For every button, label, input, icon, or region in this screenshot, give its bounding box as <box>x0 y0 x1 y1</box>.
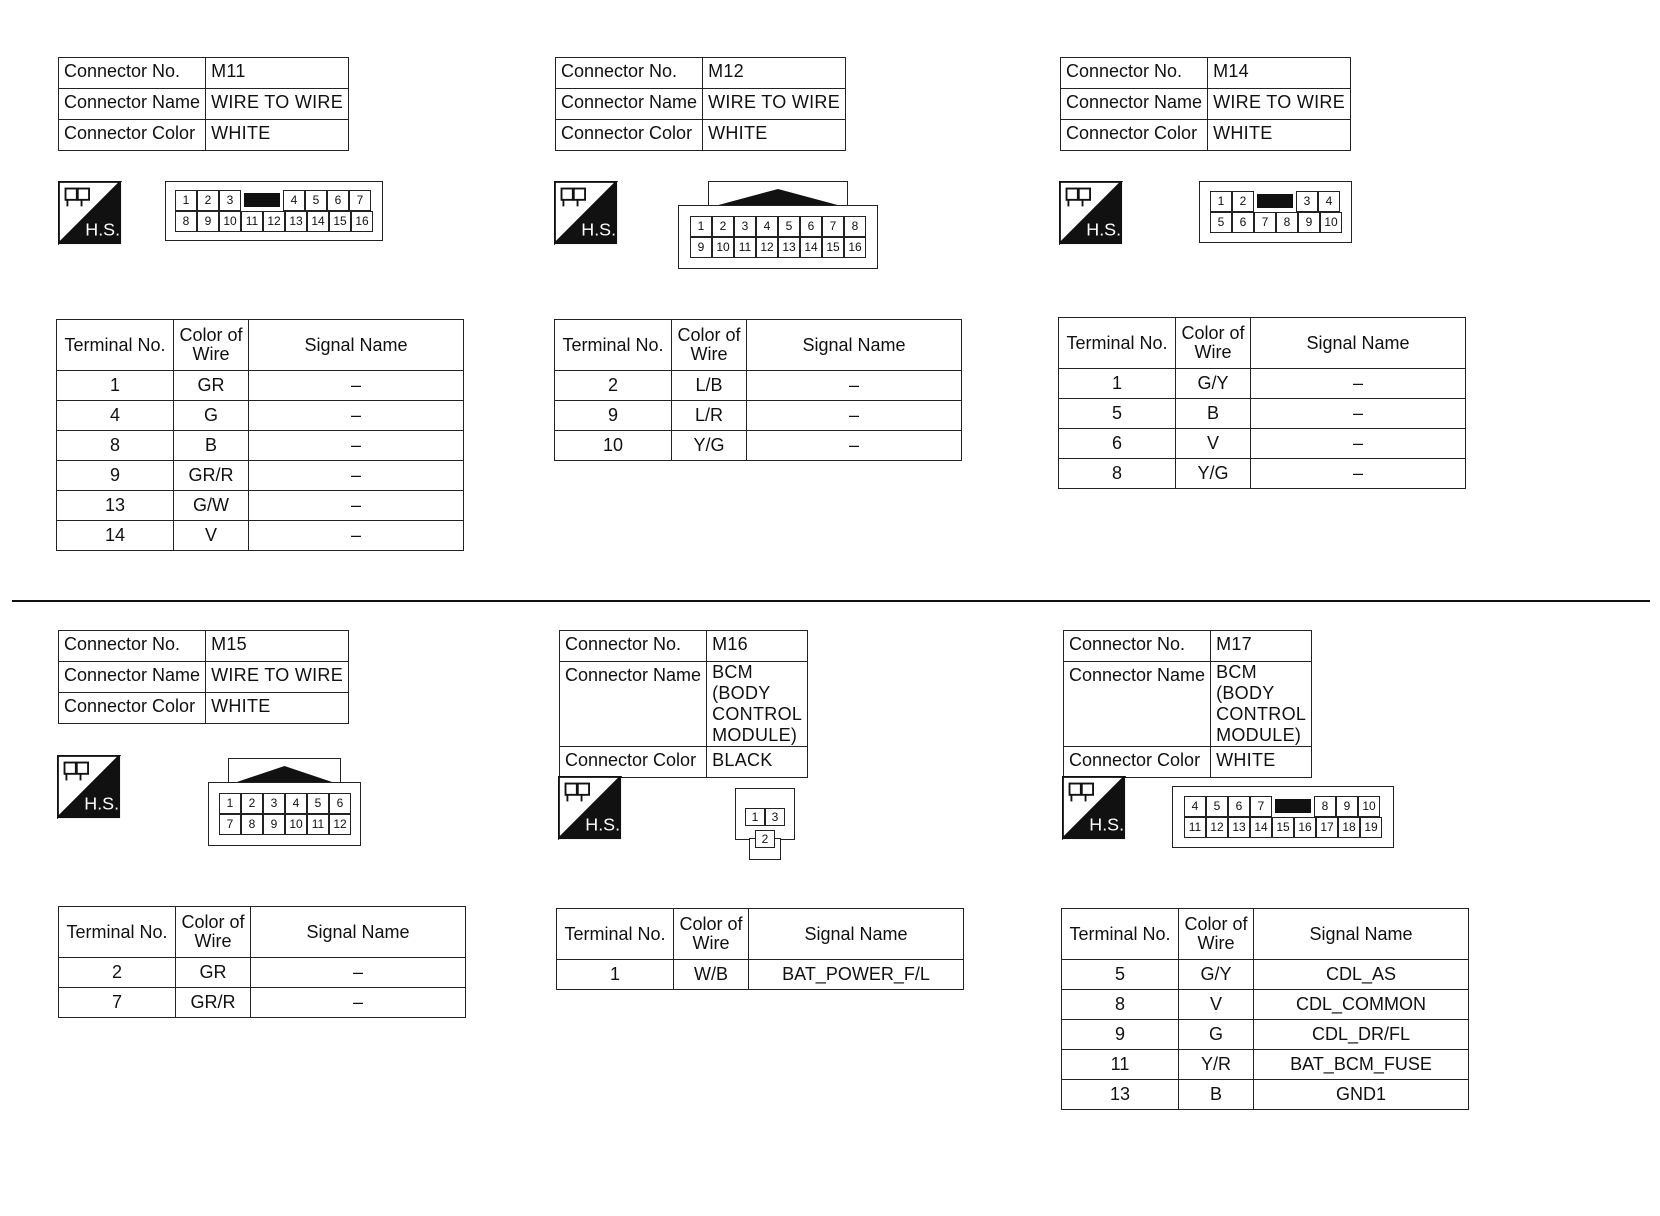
hs-label: H.S. <box>585 814 621 835</box>
wire-color-cell: Y/G <box>672 431 747 461</box>
connector-name-value: WIRE TO WIRE <box>703 89 846 120</box>
signal-name-cell: CDL_DR/FL <box>1254 1020 1469 1050</box>
connector-face-diagram <box>1199 181 1352 243</box>
pin-cell: 6 <box>1232 212 1254 233</box>
signal-name-cell: – <box>251 988 466 1018</box>
table-row <box>1059 369 1466 399</box>
wire-color-header <box>1179 909 1254 960</box>
wire-color-cell: L/B <box>672 371 747 401</box>
table-row <box>57 521 464 551</box>
pin-cell: 8 <box>241 814 263 835</box>
pin-cell: 9 <box>1336 796 1358 817</box>
terminal-header-row <box>555 320 962 371</box>
pin-cell: 7 <box>1254 212 1276 233</box>
terminal-no-header: Terminal No. <box>59 907 176 958</box>
pin-cell: 11 <box>734 237 756 258</box>
wire-color-cell: Y/G <box>1176 459 1251 489</box>
terminal-no-cell: 7 <box>59 988 176 1018</box>
signal-name-header: Signal Name <box>249 320 464 371</box>
pin-cell: 9 <box>197 211 219 232</box>
table-row <box>57 461 464 491</box>
connector-no-label: Connector No. <box>560 631 707 662</box>
pin-cell: 6 <box>329 793 351 814</box>
pin-cell: 10 <box>1320 212 1342 233</box>
pin-cell: 6 <box>327 190 349 211</box>
signal-name-cell: – <box>249 401 464 431</box>
pin-cell: 1 <box>1210 191 1232 212</box>
table-row <box>57 431 464 461</box>
wire-color-cell: V <box>174 521 249 551</box>
terminal-no-cell: 8 <box>1062 990 1179 1020</box>
terminal-no-cell: 8 <box>57 431 174 461</box>
connector-no-value: M15 <box>206 631 349 662</box>
connector-color-row <box>560 747 808 778</box>
signal-name-cell: BAT_BCM_FUSE <box>1254 1050 1469 1080</box>
wire-color-header-line1: Color of <box>181 912 245 932</box>
signal-name-cell: – <box>249 491 464 521</box>
table-row <box>1062 1080 1469 1110</box>
pin-cell: 8 <box>1276 212 1298 233</box>
terminal-no-cell: 1 <box>557 960 674 990</box>
pin-cell: 13 <box>778 237 800 258</box>
connector-info-table <box>58 57 349 151</box>
connector-name-label: Connector Name <box>1061 89 1208 120</box>
pin-cell: 19 <box>1360 817 1382 838</box>
connector-no-label: Connector No. <box>556 58 703 89</box>
pin-cell: 6 <box>800 216 822 237</box>
connector-no-label: Connector No. <box>1064 631 1211 662</box>
pin-cell: 12 <box>329 814 351 835</box>
connector-name-value: BCM (BODY CONTROL MODULE) <box>1211 662 1311 747</box>
terminal-header-row <box>57 320 464 371</box>
connector-name-value: WIRE TO WIRE <box>206 662 349 693</box>
connector-color-value: WHITE <box>206 120 349 151</box>
terminal-no-header: Terminal No. <box>555 320 672 371</box>
signal-name-cell: – <box>1251 459 1466 489</box>
terminal-header-row <box>1062 909 1469 960</box>
pin-cell: 1 <box>690 216 712 237</box>
connector-no-value: M12 <box>703 58 846 89</box>
terminal-no-cell: 2 <box>59 958 176 988</box>
pin-cell: 6 <box>1228 796 1250 817</box>
connector-info-table <box>58 630 349 724</box>
pin-cell: 4 <box>1318 191 1340 212</box>
pin-cell: 9 <box>1298 212 1320 233</box>
pin-cell: 5 <box>1206 796 1228 817</box>
wire-color-cell: G/Y <box>1179 960 1254 990</box>
terminal-header-row <box>59 907 466 958</box>
signal-name-header: Signal Name <box>747 320 962 371</box>
pin-cell: 9 <box>690 237 712 258</box>
wire-color-cell: G <box>1179 1020 1254 1050</box>
wire-color-cell: G/W <box>174 491 249 521</box>
blank-cavity <box>244 193 280 207</box>
table-row <box>59 988 466 1018</box>
wire-color-header-line1: Color of <box>679 914 743 934</box>
terminal-table <box>58 906 466 1018</box>
connector-no-label: Connector No. <box>59 631 206 662</box>
pin-cell: 5 <box>307 793 329 814</box>
table-row <box>1062 960 1469 990</box>
wire-color-header-line2: Wire <box>1194 342 1232 362</box>
signal-name-header: Signal Name <box>1254 909 1469 960</box>
connector-info-table <box>1060 57 1351 151</box>
wire-color-header-line2: Wire <box>194 931 232 951</box>
pin-cell: 3 <box>1296 191 1318 212</box>
signal-name-cell: – <box>249 371 464 401</box>
connector-color-value: WHITE <box>1208 120 1351 151</box>
pin-cell: 15 <box>822 237 844 258</box>
table-row <box>1062 1050 1469 1080</box>
terminal-no-cell: 5 <box>1062 960 1179 990</box>
table-row <box>1062 990 1469 1020</box>
connector-name-value: BCM (BODY CONTROL MODULE) <box>707 662 807 747</box>
terminal-no-header: Terminal No. <box>57 320 174 371</box>
pin-cell: 3 <box>765 808 785 826</box>
terminal-no-cell: 9 <box>555 401 672 431</box>
connector-no-row <box>1061 58 1351 89</box>
blank-cavity <box>1257 194 1293 208</box>
pin-cell: 4 <box>285 793 307 814</box>
connector-face-diagram <box>735 788 795 860</box>
pin-cell: 14 <box>800 237 822 258</box>
table-row <box>57 371 464 401</box>
connector-name-row <box>556 89 846 120</box>
terminal-no-cell: 1 <box>1059 369 1176 399</box>
table-row <box>57 491 464 521</box>
table-row <box>1059 429 1466 459</box>
wire-color-header <box>672 320 747 371</box>
connector-no-row <box>59 631 349 662</box>
wire-color-cell: GR/R <box>176 988 251 1018</box>
wire-color-header <box>674 909 749 960</box>
pin-cell: 15 <box>1272 817 1294 838</box>
harness-side-icon <box>554 181 618 245</box>
signal-name-cell: – <box>249 461 464 491</box>
table-row <box>57 401 464 431</box>
wire-color-cell: B <box>1179 1080 1254 1110</box>
connector-name-label: Connector Name <box>59 89 206 120</box>
pin-cell: 3 <box>263 793 285 814</box>
pin-cell: 1 <box>219 793 241 814</box>
signal-name-cell: – <box>747 401 962 431</box>
hs-label: H.S. <box>1086 219 1122 240</box>
terminal-no-cell: 13 <box>57 491 174 521</box>
connector-color-value: BLACK <box>707 747 807 778</box>
connector-color-label: Connector Color <box>556 120 703 151</box>
pin-cell: 18 <box>1338 817 1360 838</box>
wire-color-cell: L/R <box>672 401 747 431</box>
connector-name-row <box>59 89 349 120</box>
connector-no-row <box>1064 631 1312 662</box>
hs-label: H.S. <box>85 219 121 240</box>
terminal-no-cell: 9 <box>57 461 174 491</box>
wire-color-cell: W/B <box>674 960 749 990</box>
pin-cell: 17 <box>1316 817 1338 838</box>
pin-cell: 7 <box>349 190 371 211</box>
signal-name-cell: GND1 <box>1254 1080 1469 1110</box>
wire-color-header-line2: Wire <box>1197 933 1235 953</box>
pin-cell: 7 <box>822 216 844 237</box>
pin-cell: 10 <box>1358 796 1380 817</box>
connector-name-label: Connector Name <box>1064 662 1211 747</box>
terminal-no-header: Terminal No. <box>557 909 674 960</box>
connector-color-row <box>59 693 349 724</box>
signal-name-cell: – <box>747 371 962 401</box>
pin-cell: 4 <box>283 190 305 211</box>
hs-label: H.S. <box>1089 814 1125 835</box>
harness-side-icon <box>1059 181 1123 245</box>
pin-cell: 10 <box>285 814 307 835</box>
wire-color-cell: GR <box>174 371 249 401</box>
pin-cell: 1 <box>175 190 197 211</box>
wire-color-header-line1: Color of <box>1181 323 1245 343</box>
terminal-no-cell: 1 <box>57 371 174 401</box>
harness-side-icon <box>1062 776 1126 840</box>
signal-name-cell: – <box>1251 369 1466 399</box>
connector-color-label: Connector Color <box>560 747 707 778</box>
connector-face-diagram <box>165 181 383 241</box>
connector-color-value: WHITE <box>1211 747 1311 778</box>
pin-cell: 11 <box>241 211 263 232</box>
signal-name-header: Signal Name <box>251 907 466 958</box>
connector-no-row <box>556 58 846 89</box>
table-row <box>555 431 962 461</box>
connector-info-table <box>1063 630 1312 778</box>
terminal-no-cell: 6 <box>1059 429 1176 459</box>
wire-color-cell: V <box>1176 429 1251 459</box>
pin-cell: 16 <box>351 211 373 232</box>
pin-cell: 12 <box>263 211 285 232</box>
pin-cell: 12 <box>1206 817 1228 838</box>
pin-cell: 5 <box>1210 212 1232 233</box>
wire-color-header-line1: Color of <box>677 325 741 345</box>
connector-no-row <box>560 631 808 662</box>
table-row <box>555 401 962 431</box>
terminal-table <box>56 319 464 551</box>
wire-color-header <box>1176 318 1251 369</box>
connector-name-value: WIRE TO WIRE <box>206 89 349 120</box>
wire-color-cell: V <box>1179 990 1254 1020</box>
signal-name-cell: – <box>747 431 962 461</box>
table-row <box>1059 399 1466 429</box>
pin-cell: 2 <box>241 793 263 814</box>
connector-face-diagram <box>208 758 361 846</box>
wire-color-header-line1: Color of <box>179 325 243 345</box>
table-row <box>1062 1020 1469 1050</box>
pin-cell: 14 <box>1250 817 1272 838</box>
pin-cell: 11 <box>1184 817 1206 838</box>
table-row <box>555 371 962 401</box>
connector-no-value: M17 <box>1211 631 1311 662</box>
connector-color-row <box>1061 120 1351 151</box>
signal-name-cell: CDL_AS <box>1254 960 1469 990</box>
terminal-header-row <box>1059 318 1466 369</box>
signal-name-header: Signal Name <box>749 909 964 960</box>
pin-cell: 3 <box>219 190 241 211</box>
signal-name-cell: CDL_COMMON <box>1254 990 1469 1020</box>
pin-cell: 9 <box>263 814 285 835</box>
wire-color-header-line1: Color of <box>1184 914 1248 934</box>
connector-no-value: M14 <box>1208 58 1351 89</box>
table-row <box>557 960 964 990</box>
pin-cell: 8 <box>175 211 197 232</box>
pin-cell: 1 <box>745 808 765 826</box>
table-row <box>1059 459 1466 489</box>
connector-name-label: Connector Name <box>560 662 707 747</box>
terminal-header-row <box>557 909 964 960</box>
connector-name-value: WIRE TO WIRE <box>1208 89 1351 120</box>
terminal-no-cell: 5 <box>1059 399 1176 429</box>
wire-color-header <box>174 320 249 371</box>
connector-color-value: WHITE <box>206 693 349 724</box>
terminal-no-cell: 8 <box>1059 459 1176 489</box>
pin-cell: 2 <box>755 830 775 848</box>
terminal-no-header: Terminal No. <box>1062 909 1179 960</box>
table-row <box>59 958 466 988</box>
pin-cell: 14 <box>307 211 329 232</box>
terminal-no-cell: 9 <box>1062 1020 1179 1050</box>
wire-color-header <box>176 907 251 958</box>
terminal-no-header: Terminal No. <box>1059 318 1176 369</box>
signal-name-cell: – <box>251 958 466 988</box>
wire-color-cell: B <box>1176 399 1251 429</box>
pin-cell: 2 <box>712 216 734 237</box>
pin-cell: 16 <box>844 237 866 258</box>
connector-name-label: Connector Name <box>59 662 206 693</box>
terminal-no-cell: 14 <box>57 521 174 551</box>
terminal-table <box>1061 908 1469 1110</box>
connector-name-row <box>560 662 808 747</box>
wire-color-header-line2: Wire <box>692 933 730 953</box>
pin-cell: 15 <box>329 211 351 232</box>
connector-face-diagram <box>678 181 878 269</box>
pin-cell: 8 <box>844 216 866 237</box>
connector-no-value: M16 <box>707 631 807 662</box>
blank-cavity <box>1275 799 1311 813</box>
signal-name-cell: – <box>1251 429 1466 459</box>
connector-no-label: Connector No. <box>59 58 206 89</box>
wire-color-cell: G/Y <box>1176 369 1251 399</box>
connector-color-label: Connector Color <box>1061 120 1208 151</box>
connector-info-table <box>555 57 846 151</box>
connector-color-row <box>1064 747 1312 778</box>
connector-color-row <box>59 120 349 151</box>
connector-color-label: Connector Color <box>1064 747 1211 778</box>
pin-cell: 7 <box>1250 796 1272 817</box>
pin-cell: 8 <box>1314 796 1336 817</box>
connector-info-table <box>559 630 808 778</box>
wire-color-cell: G <box>174 401 249 431</box>
pin-cell: 10 <box>219 211 241 232</box>
wire-color-cell: B <box>174 431 249 461</box>
signal-name-cell: – <box>249 431 464 461</box>
wire-color-cell: Y/R <box>1179 1050 1254 1080</box>
signal-name-cell: – <box>249 521 464 551</box>
signal-name-header: Signal Name <box>1251 318 1466 369</box>
signal-name-cell: BAT_POWER_F/L <box>749 960 964 990</box>
hs-label: H.S. <box>581 219 617 240</box>
connector-no-value: M11 <box>206 58 349 89</box>
harness-side-icon <box>58 181 122 245</box>
wire-color-cell: GR/R <box>174 461 249 491</box>
pin-cell: 13 <box>285 211 307 232</box>
connector-face-diagram <box>1172 786 1394 848</box>
wire-color-header-line2: Wire <box>192 344 230 364</box>
connector-color-value: WHITE <box>703 120 846 151</box>
pin-cell: 5 <box>305 190 327 211</box>
harness-side-icon <box>558 776 622 840</box>
connector-color-row <box>556 120 846 151</box>
connector-name-row <box>59 662 349 693</box>
pin-cell: 4 <box>1184 796 1206 817</box>
connector-name-label: Connector Name <box>556 89 703 120</box>
pin-cell: 10 <box>712 237 734 258</box>
connector-no-row <box>59 58 349 89</box>
terminal-no-cell: 11 <box>1062 1050 1179 1080</box>
connector-color-label: Connector Color <box>59 693 206 724</box>
pin-cell: 16 <box>1294 817 1316 838</box>
terminal-table <box>1058 317 1466 489</box>
wire-color-header-line2: Wire <box>690 344 728 364</box>
pin-cell: 5 <box>778 216 800 237</box>
hs-label: H.S. <box>84 793 120 814</box>
pin-cell: 11 <box>307 814 329 835</box>
connector-no-label: Connector No. <box>1061 58 1208 89</box>
signal-name-cell: – <box>1251 399 1466 429</box>
pin-cell: 3 <box>734 216 756 237</box>
connector-name-row <box>1064 662 1312 747</box>
pin-cell: 2 <box>197 190 219 211</box>
section-divider <box>12 600 1650 602</box>
connector-name-row <box>1061 89 1351 120</box>
terminal-table <box>556 908 964 990</box>
connector-color-label: Connector Color <box>59 120 206 151</box>
pin-cell: 12 <box>756 237 778 258</box>
terminal-no-cell: 10 <box>555 431 672 461</box>
wire-color-cell: GR <box>176 958 251 988</box>
harness-side-icon <box>57 755 121 819</box>
pin-cell: 13 <box>1228 817 1250 838</box>
terminal-table <box>554 319 962 461</box>
pin-cell: 4 <box>756 216 778 237</box>
pin-cell: 2 <box>1232 191 1254 212</box>
terminal-no-cell: 2 <box>555 371 672 401</box>
terminal-no-cell: 4 <box>57 401 174 431</box>
terminal-no-cell: 13 <box>1062 1080 1179 1110</box>
pin-cell: 7 <box>219 814 241 835</box>
